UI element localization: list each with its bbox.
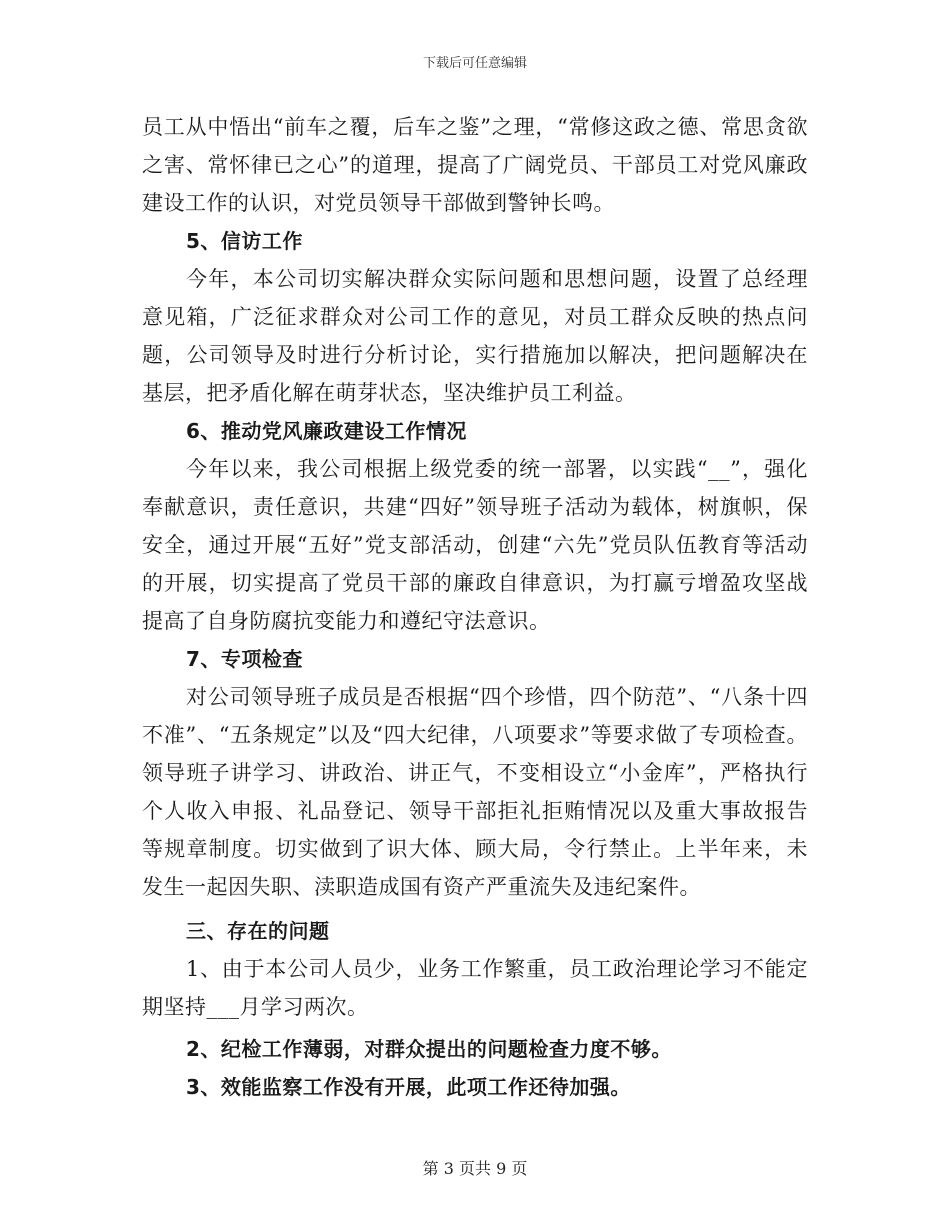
page-header: 下载后可任意编辑	[422, 56, 527, 71]
section-heading-6: 6、推动党风廉政建设工作情况	[186, 419, 467, 443]
document-body	[142, 108, 808, 1106]
section-heading-problems: 三、存在的问题	[186, 919, 330, 943]
paragraph-problem-1: 1、由于本公司人员少，业务工作繁重，员工政治理论学习不能定期坚持___月学习两次。	[142, 957, 808, 1019]
paragraph-6: 今年以来，我公司根据上级党委的统一部署，以实践“__”，强化奉献意识，责任意识，共建“四好”领导班子活动为载体，树旗帜，保安全，通过开展“五好”党支部活动，创建“六先”党员队伍教育等活动的开展，切实提高了党员干部的廉政自律意识，为打赢亏增盈攻坚战提高了自身防腐抗变能力和遵纪守法意识。	[142, 457, 808, 633]
paragraph-continuation: 员工从中悟出“前车之覆，后车之鉴”之理，“常修这政之德、常思贪欲之害、常怀律已之心”的道理，提高了广阔党员、干部员工对党风廉政建设工作的认识，对党员领导干部做到警钟长鸣。	[142, 115, 808, 215]
problem-3-heading: 3、效能监察工作没有开展，此项工作还待加强。	[186, 1075, 631, 1099]
paragraph-7: 对公司领导班子成员是否根据“四个珍惜，四个防范”、“八条十四不准”、“五条规定”以及“四大纪律，八项要求”等要求做了专项检查。领导班子讲学习、讲政治、讲正气，不变相设立“小金库”，严格执行个人收入申报、礼品登记、领导干部拒礼拒贿情况以及重大事故报告等规章制度。切实做到了识大体、顾大局，令行禁止。上半年来，未发生一起因失职、渎职造成国有资产严重流失及违纪案件。	[142, 685, 808, 899]
problem-2-heading: 2、纪检工作薄弱，对群众提出的问题检查力度不够。	[186, 1037, 672, 1061]
section-heading-7: 7、专项检查	[186, 647, 303, 671]
paragraph-5: 今年，本公司切实解决群众实际问题和思想问题，设置了总经理意见箱，广泛征求群众对公司工作的意见，对员工群众反映的热点问题，公司领导及时进行分析讨论，实行措施加以解决，把问题解决在基层，把矛盾化解在萌芽状态，坚决维护员工利益。	[142, 267, 808, 405]
section-heading-5: 5、信访工作	[186, 229, 303, 253]
page-footer: 第 3 页共 9 页	[422, 1159, 528, 1178]
